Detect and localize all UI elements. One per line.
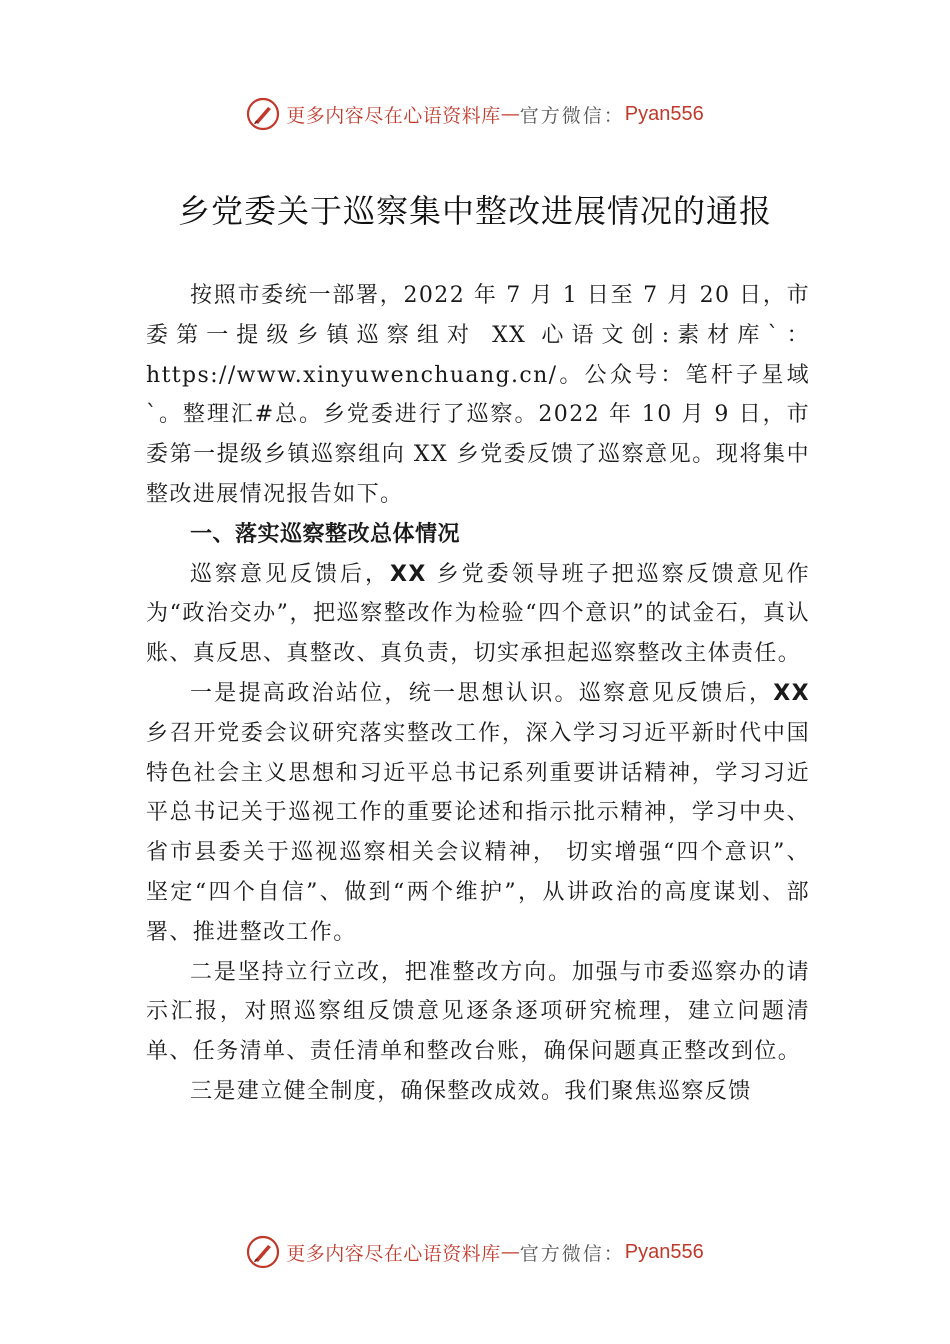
paragraph-1-pre: 巡察意见反馈后，	[190, 561, 390, 587]
brush-logo-icon	[246, 1235, 280, 1269]
paragraph-2	[146, 674, 810, 953]
banner-wechat-label: 官方微信：	[519, 104, 625, 127]
footer-banner	[0, 1232, 950, 1272]
paragraph-1-xx: XX	[389, 561, 427, 587]
document-title: 乡党委关于巡察集中整改进展情况的通报	[177, 192, 772, 230]
banner-brand-text: 更多内容尽在心语资料库	[286, 104, 501, 127]
paragraph-1	[146, 555, 810, 674]
footer-wechat-id: Pyan556	[624, 1240, 704, 1263]
paragraph-1-post: 乡党委领导班子把巡察反馈意见作为“政治交办”，把巡察整改作为检验“四个意识”的试金石，真认账、真反思、真整改、真负责，切实承担起巡察整改主体责任。	[146, 561, 810, 667]
document-body	[146, 276, 810, 1112]
intro-paragraph: 按照市委统一部署，2022 年 7 月 1 日至 7 月 20 日，市委第一提级乡镇巡察组对 XX 心语文创:素材库`：https://www.xinyuwenchuang.cn/。公众号：笔杆子星域`。整理汇#总。乡党委进行了巡察。2022 年 10 月 9 日，市委第一提级乡镇巡察组向 XX 乡党委反馈了巡察意见。现将集中整改进展情况报告如下。	[146, 283, 810, 507]
paragraph-2-xx: XX	[773, 680, 810, 706]
brush-logo-icon	[246, 97, 280, 131]
banner-dash: —	[500, 103, 520, 125]
section-heading: 一、落实巡察整改总体情况	[190, 521, 461, 547]
footer-brand-text: 更多内容尽在心语资料库	[286, 1242, 501, 1265]
banner-wechat-id: Pyan556	[624, 102, 704, 125]
footer-wechat-label: 官方微信：	[519, 1242, 625, 1265]
footer-dash: —	[500, 1241, 520, 1263]
paragraph-3: 二是坚持立行立改，把准整改方向。加强与市委巡察办的请示汇报，对照巡察组反馈意见逐条逐项研究梳理，建立问题清单、任务清单、责任清单和整改台账，确保问题真正整改到位。	[146, 959, 810, 1065]
paragraph-2-pre: 一是提高政治站位，统一思想认识。巡察意见反馈后，	[190, 680, 774, 706]
header-banner	[0, 94, 950, 134]
paragraph-4: 三是建立健全制度，确保整改成效。我们聚焦巡察反馈	[190, 1078, 752, 1104]
paragraph-2-post: 乡召开党委会议研究落实整改工作，深入学习习近平新时代中国特色社会主义思想和习近平总书记系列重要讲话精神，学习习近平总书记关于巡视工作的重要论述和指示批示精神，学习中央、省市县委关于巡视巡察相关会议精神， 切实增强“四个意识”、坚定“四个自信”、做到“两个维护”，从讲政治的高度谋划、部署、推进整改工作。	[146, 720, 810, 945]
